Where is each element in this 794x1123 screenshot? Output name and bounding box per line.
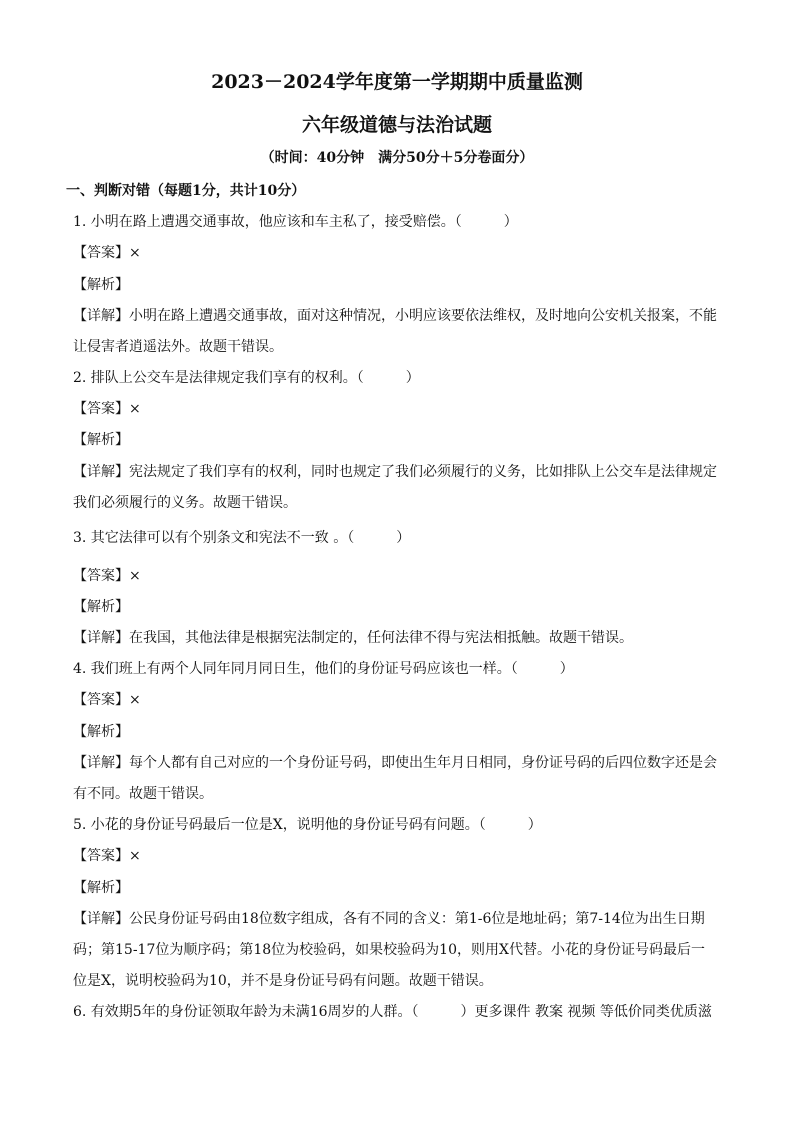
detail-5-line-1: 【详解】公民身份证号码由18位数字组成，各有不同的含义：第1-6位是地址码；第7-14位为出生日期 bbox=[73, 911, 705, 927]
detail-5-line-3: 位是X，说明校验码为10，并不是身份证号码有问题。故题干错误。 bbox=[73, 973, 493, 989]
exam-time-info: （时间：40分钟 满分50分＋5分卷面分） bbox=[260, 150, 534, 166]
detail-3-line-1: 【详解】在我国，其他法律是根据宪法制定的，任何法律不得与宪法相抵触。故题干错误。 bbox=[73, 630, 633, 646]
answer-2: 【答案】× bbox=[73, 401, 141, 417]
detail-4-line-2: 有不同。故题干错误。 bbox=[73, 786, 213, 802]
analysis-label-5: 【解析】 bbox=[73, 880, 129, 896]
detail-4-line-1: 【详解】每个人都有自己对应的一个身份证号码，即使出生年月日相同，身份证号码的后四位数字还是会 bbox=[73, 755, 717, 771]
question-2: 2. 排队上公交车是法律规定我们享有的权利。（ ） bbox=[73, 370, 420, 386]
detail-1-line-1: 【详解】小明在路上遭遇交通事故，面对这种情况，小明应该要依法维权，及时地向公安机关报案，不能 bbox=[73, 308, 717, 324]
detail-5-line-2: 码；第15-17位为顺序码；第18位为校验码，如果校验码为10，则用X代替。小花的身份证号码最后一 bbox=[73, 942, 705, 958]
answer-3: 【答案】× bbox=[73, 568, 141, 584]
exam-title: 2023－2024学年度第一学期期中质量监测 bbox=[211, 71, 583, 93]
answer-1: 【答案】× bbox=[73, 245, 141, 261]
exam-subtitle: 六年级道德与法治试题 bbox=[301, 114, 492, 136]
analysis-label-4: 【解析】 bbox=[73, 724, 129, 740]
analysis-label-1: 【解析】 bbox=[73, 277, 129, 293]
section-heading: 一、判断对错（每题1分，共计10分） bbox=[66, 183, 306, 199]
detail-2-line-2: 我们必须履行的义务。故题干错误。 bbox=[73, 495, 297, 511]
answer-4: 【答案】× bbox=[73, 692, 141, 708]
question-6: 6. 有效期5年的身份证领取年龄为未满16周岁的人群。（ ）更多课件 教案 视频 等低价同类优质滋 bbox=[73, 1004, 712, 1020]
question-1: 1. 小明在路上遭遇交通事故，他应该和车主私了，接受赔偿。（ ） bbox=[73, 214, 518, 230]
answer-5: 【答案】× bbox=[73, 848, 141, 864]
analysis-label-2: 【解析】 bbox=[73, 432, 129, 448]
question-5: 5. 小花的身份证号码最后一位是X，说明他的身份证号码有问题。（ ） bbox=[73, 817, 542, 833]
analysis-label-3: 【解析】 bbox=[73, 599, 129, 615]
question-4: 4. 我们班上有两个人同年同月同日生，他们的身份证号码应该也一样。（ ） bbox=[73, 661, 574, 677]
detail-1-line-2: 让侵害者逍遥法外。故题干错误。 bbox=[73, 339, 283, 355]
detail-2-line-1: 【详解】宪法规定了我们享有的权利，同时也规定了我们必须履行的义务，比如排队上公交车是法律规定 bbox=[73, 464, 717, 480]
question-3: 3. 其它法律可以有个别条文和宪法不一致 。（ ） bbox=[73, 530, 411, 546]
